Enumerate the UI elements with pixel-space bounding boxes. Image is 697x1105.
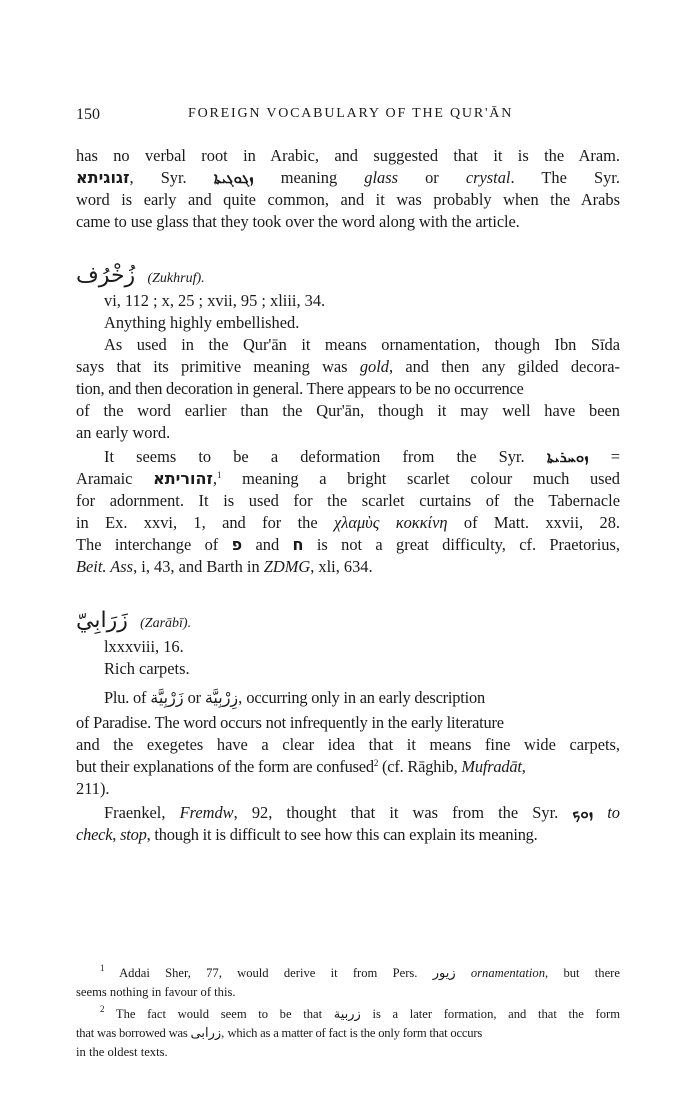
text: The interchange of bbox=[76, 535, 219, 554]
body-line: of Paradise. The word occurs not infrequently in the early literature bbox=[76, 713, 504, 732]
qur-an-references: lxxxviii, 16. bbox=[104, 637, 184, 656]
body-line: of the word earlier than the Qur'ān, though it may well have been bbox=[76, 401, 620, 420]
text: The fact would seem to be that bbox=[115, 1007, 323, 1021]
body-line bbox=[76, 535, 620, 555]
italic-term: glass bbox=[364, 168, 398, 187]
gloss: Rich carpets. bbox=[104, 659, 190, 678]
text: meaning a bright scarlet colour much used bbox=[221, 469, 620, 488]
body-line: for adornment. It is used for the scarlet curtains of the Tabernacle bbox=[76, 491, 620, 510]
body-line bbox=[104, 803, 620, 823]
transliteration: (Zukhruf). bbox=[147, 271, 205, 286]
body-line bbox=[76, 357, 620, 377]
text: , i, 43, and Barth in bbox=[133, 557, 260, 576]
footnote-2-cont bbox=[76, 1024, 620, 1043]
text: , bbox=[521, 757, 526, 776]
text: but their explanations of the form are confused bbox=[76, 757, 374, 776]
hebrew-letter: פ bbox=[231, 535, 243, 554]
text: Fraenkel, bbox=[104, 803, 166, 822]
italic-term: check bbox=[76, 825, 113, 844]
text: , 92, thought that it was from the Syr. bbox=[233, 803, 559, 822]
text: (cf. Rāghib, bbox=[378, 757, 458, 776]
entry-headword bbox=[76, 606, 620, 639]
syriac-word: ܙܓܘܓܝܬܐ bbox=[213, 169, 254, 187]
text: . The Syr. bbox=[510, 168, 620, 187]
text: meaning bbox=[280, 168, 338, 187]
arabic-headword: زَرَابِيّ bbox=[76, 608, 128, 633]
body-line: 211). bbox=[76, 779, 110, 798]
syriac-word: ܙܘܟ bbox=[572, 804, 594, 822]
text: or bbox=[187, 688, 201, 707]
text: It seems to be a deformation from the Syr. bbox=[104, 447, 525, 466]
hebrew-letter: ח bbox=[292, 535, 304, 554]
gloss: Anything highly embellished. bbox=[104, 313, 300, 332]
body-line bbox=[76, 513, 620, 533]
text: , and then any gilded decora- bbox=[388, 357, 620, 376]
italic-term: ornamentation bbox=[470, 966, 546, 980]
italic-title: Fremdw bbox=[179, 803, 234, 822]
footnote-1 bbox=[100, 964, 620, 983]
footnote-2-cont: in the oldest texts. bbox=[76, 1045, 168, 1059]
qur-an-references: vi, 112 ; x, 25 ; xvii, 95 ; xliii, 34. bbox=[104, 291, 326, 310]
text: or bbox=[425, 168, 439, 187]
entry-headword bbox=[76, 262, 620, 293]
greek-phrase: χλαμὺς κοκκίνη bbox=[334, 513, 448, 532]
body-line: word is early and quite common, and it was probably when the Arabs bbox=[76, 190, 620, 209]
text: , xli, 634. bbox=[310, 557, 373, 576]
footnote-ref[interactable]: 1 bbox=[217, 470, 222, 480]
arabic-word: زربية bbox=[333, 1007, 361, 1022]
body-line bbox=[76, 168, 620, 188]
hebrew-word: זגוגיתא bbox=[76, 168, 130, 187]
text: is not a great difficulty, cf. Praetorius, bbox=[316, 535, 620, 554]
text: , bbox=[112, 825, 117, 844]
footnote-mark: 1 bbox=[100, 963, 105, 973]
body-line bbox=[76, 557, 620, 577]
italic-term: gold bbox=[359, 357, 389, 376]
arabic-word: زَرْبِيَّة bbox=[150, 688, 184, 707]
text: , which as a matter of fact is the only form that occurs bbox=[221, 1026, 483, 1040]
arabic-word: زرابى bbox=[190, 1026, 222, 1041]
syriac-word: ܙܘܚܪܝܬܐ bbox=[546, 448, 589, 466]
italic-term: to bbox=[607, 803, 620, 822]
body-line: came to use glass that they took over the word along with the article. bbox=[76, 212, 520, 231]
transliteration: (Zarābī). bbox=[140, 616, 192, 631]
body-line bbox=[104, 447, 620, 467]
text: = bbox=[610, 447, 620, 466]
body-line: Aramaic זהוריתא,$^1$ meaning a bright scarlet colour much used bbox=[76, 469, 620, 488]
body-line bbox=[76, 757, 620, 777]
body-line: an early word. bbox=[76, 423, 171, 442]
text: , but there bbox=[545, 966, 620, 980]
body-line: tion, and then decoration in general. There appears to be no occurrence bbox=[76, 379, 524, 398]
text: Plu. of bbox=[104, 688, 147, 707]
body-line bbox=[104, 685, 620, 711]
italic-title: Mufradāt bbox=[461, 757, 522, 776]
text: in Ex. xxvi, 1, and for the bbox=[76, 513, 318, 532]
footnote-1-cont: seems nothing in favour of this. bbox=[76, 985, 236, 999]
footnote-mark: 2 bbox=[100, 1004, 105, 1014]
text: that was borrowed was bbox=[76, 1026, 188, 1040]
text: of Matt. xxvii, 28. bbox=[463, 513, 621, 532]
body-line: and the exegetes have a clear idea that it means fine wide carpets, bbox=[76, 735, 620, 754]
body-line: As used in the Qur'ān it means ornamentation, though Ibn Sīda bbox=[104, 335, 620, 354]
running-title: FOREIGN VOCABULARY OF THE QUR'ĀN bbox=[188, 106, 514, 121]
text: , Syr. bbox=[129, 168, 187, 187]
text: , though it is difficult to see how this can explain its meaning. bbox=[146, 825, 538, 844]
text: says that its primitive meaning was bbox=[76, 357, 348, 376]
italic-term: crystal bbox=[465, 168, 511, 187]
arabic-headword: زُخْرُف bbox=[76, 263, 136, 288]
text: is a later formation, and that the form bbox=[372, 1007, 620, 1021]
body-line bbox=[76, 825, 620, 845]
text: Aramaic bbox=[76, 469, 133, 488]
italic-term: stop bbox=[120, 825, 147, 844]
hebrew-word: זהוריתא bbox=[153, 469, 213, 488]
body-line: has no verbal root in Arabic, and suggested that it is the Aram. bbox=[76, 146, 620, 165]
page-number: 150 bbox=[76, 106, 100, 123]
footnote-2 bbox=[100, 1005, 620, 1024]
italic-title: ZDMG bbox=[263, 557, 311, 576]
arabic-word: زِرْبِيَّة bbox=[204, 688, 239, 707]
italic-title: Beit. Ass bbox=[76, 557, 134, 576]
text: and bbox=[255, 535, 280, 554]
footnote-ref[interactable]: 2 bbox=[373, 758, 379, 768]
text: Addai Sher, 77, would derive it from Pers. bbox=[119, 966, 418, 980]
arabic-word: زیور bbox=[432, 966, 456, 981]
text: , occurring only in an early description bbox=[238, 688, 485, 707]
